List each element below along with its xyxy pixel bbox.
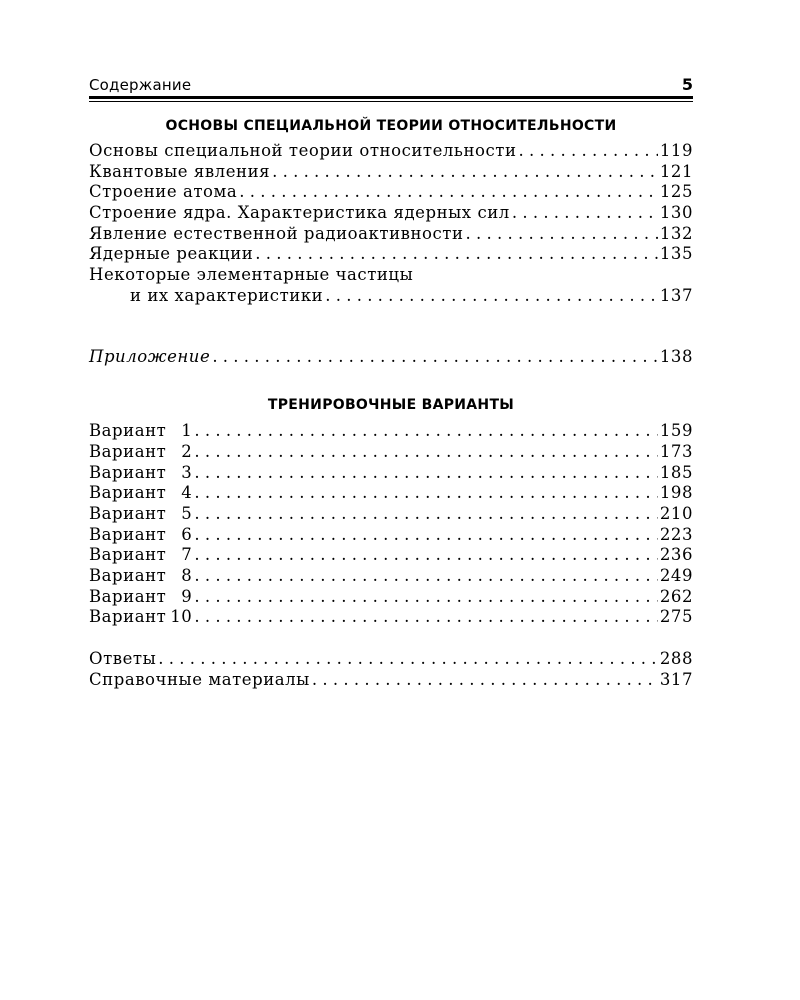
variant-label: Вариант bbox=[89, 545, 167, 565]
dot-leader bbox=[512, 203, 658, 224]
variant-number: 5 bbox=[181, 503, 193, 523]
dot-leader bbox=[194, 525, 658, 546]
toc-entry-title bbox=[89, 442, 192, 463]
toc-entry bbox=[89, 224, 693, 245]
page-number: 5 bbox=[681, 75, 693, 94]
variant-number: 4 bbox=[181, 483, 193, 503]
section-heading-relativity: ОСНОВЫ СПЕЦИАЛЬНОЙ ТЕОРИИ ОТНОСИТЕЛЬНОСТИ bbox=[165, 118, 617, 134]
dot-leader bbox=[194, 545, 658, 566]
toc-entry-variant bbox=[89, 587, 693, 608]
dot-leader bbox=[194, 566, 658, 587]
toc-entry-page: 119 bbox=[659, 141, 693, 160]
variant-label: Вариант bbox=[89, 566, 167, 585]
dot-leader bbox=[194, 421, 658, 442]
toc-entry-title: Справочные материалы bbox=[89, 669, 310, 689]
toc-entry-page: 130 bbox=[659, 203, 693, 223]
toc-entry-page: 236 bbox=[659, 545, 693, 565]
section-heading-variants: ТРЕНИРОВОЧНЫЕ ВАРИАНТЫ bbox=[267, 397, 515, 414]
toc-entry-appendix bbox=[89, 347, 693, 368]
toc-entry-page: 135 bbox=[659, 244, 693, 264]
toc-entry-page: 138 bbox=[659, 346, 693, 366]
toc-entry bbox=[89, 162, 693, 183]
variant-number: 3 bbox=[181, 462, 193, 482]
toc-entry-page: 185 bbox=[659, 462, 693, 482]
variant-number: 10 bbox=[170, 607, 193, 627]
dot-leader bbox=[194, 483, 658, 504]
toc-list-variants bbox=[89, 421, 693, 628]
dot-leader bbox=[239, 182, 658, 203]
toc-page bbox=[89, 72, 693, 690]
toc-entry-page: 173 bbox=[659, 441, 693, 461]
dot-leader bbox=[255, 244, 658, 265]
toc-entry-title: Строение ядра. Характеристика ядерных сил bbox=[89, 203, 510, 223]
toc-entry bbox=[89, 203, 693, 224]
toc-entry-title: Явление естественной радиоактивности bbox=[89, 223, 464, 243]
toc-entry bbox=[89, 141, 693, 162]
toc-entry-page: 317 bbox=[659, 669, 693, 689]
toc-entry-page: 262 bbox=[659, 586, 693, 606]
toc-entry-title bbox=[89, 504, 192, 525]
toc-entry-page: 223 bbox=[659, 524, 693, 544]
toc-entry-variant bbox=[89, 483, 693, 504]
variant-number: 6 bbox=[181, 524, 193, 544]
variant-number: 1 bbox=[181, 421, 193, 441]
toc-list-appendix bbox=[89, 347, 693, 368]
toc-entry-page: 125 bbox=[659, 182, 693, 202]
toc-entry-variant bbox=[89, 442, 693, 463]
toc-entry-title bbox=[89, 483, 192, 504]
toc-entry bbox=[89, 182, 693, 203]
toc-entry-title bbox=[89, 545, 192, 566]
running-title: Содержание bbox=[89, 76, 192, 94]
dot-leader bbox=[272, 162, 658, 183]
variant-number: 9 bbox=[181, 586, 193, 606]
running-head bbox=[89, 72, 693, 94]
toc-entry-title bbox=[89, 587, 192, 608]
toc-entry-page: 288 bbox=[659, 649, 693, 669]
toc-entry-wrapped-line1: Некоторые элементарные частицы bbox=[89, 265, 414, 285]
spacer bbox=[89, 307, 693, 347]
toc-entry-wrapped-line2 bbox=[89, 286, 693, 307]
toc-entry-variant bbox=[89, 463, 693, 484]
dot-leader bbox=[325, 286, 658, 307]
toc-entry-page: 121 bbox=[659, 161, 693, 181]
toc-entry-title: и их характеристики bbox=[130, 285, 324, 305]
toc-list-relativity bbox=[89, 141, 693, 307]
toc-entry-page: 275 bbox=[659, 607, 693, 627]
header-rule-thin bbox=[89, 101, 693, 102]
toc-entry-variant bbox=[89, 421, 693, 442]
dot-leader bbox=[194, 607, 658, 628]
dot-leader bbox=[194, 504, 658, 525]
variant-label: Вариант bbox=[89, 462, 167, 482]
toc-entry-title: Квантовые явления bbox=[89, 161, 271, 181]
toc-entry-title: Приложение bbox=[89, 346, 211, 366]
toc-entry bbox=[89, 670, 693, 691]
toc-entry-title bbox=[89, 607, 192, 628]
dot-leader bbox=[212, 347, 658, 368]
variant-label: Вариант bbox=[89, 483, 167, 503]
toc-entry-page: 210 bbox=[659, 503, 693, 523]
toc-entry-variant bbox=[89, 607, 693, 628]
toc-entry-page: 159 bbox=[659, 421, 693, 441]
variant-number: 8 bbox=[181, 566, 193, 585]
dot-leader bbox=[466, 224, 658, 245]
dot-leader bbox=[194, 442, 658, 463]
variant-number: 7 bbox=[181, 545, 193, 565]
toc-entry-page: 249 bbox=[659, 566, 693, 585]
variant-label: Вариант bbox=[89, 524, 167, 544]
variant-label: Вариант bbox=[89, 441, 167, 461]
dot-leader bbox=[519, 141, 658, 162]
toc-entry-page: 132 bbox=[659, 223, 693, 243]
variant-label: Вариант bbox=[89, 607, 167, 627]
spacer bbox=[89, 628, 693, 649]
toc-entry-title: Ответы bbox=[89, 649, 157, 669]
toc-list-closing bbox=[89, 649, 693, 690]
toc-entry-title bbox=[89, 421, 192, 442]
variant-label: Вариант bbox=[89, 586, 167, 606]
toc-entry-title: Основы специальной теории относительности bbox=[89, 141, 517, 160]
toc-entry-variant bbox=[89, 545, 693, 566]
variant-label: Вариант bbox=[89, 421, 167, 441]
dot-leader bbox=[158, 649, 658, 670]
toc-entry-variant bbox=[89, 525, 693, 546]
toc-entry-page: 137 bbox=[659, 285, 693, 305]
toc-entry bbox=[89, 649, 693, 670]
toc-entry-title bbox=[89, 566, 192, 587]
toc-entry-title bbox=[89, 463, 192, 484]
toc-entry-page: 198 bbox=[659, 483, 693, 503]
variant-label: Вариант bbox=[89, 503, 167, 523]
toc-entry bbox=[89, 244, 693, 265]
header-rule-thick bbox=[89, 96, 693, 99]
toc-entry-variant bbox=[89, 566, 693, 587]
toc-entry-title: Ядерные реакции bbox=[89, 244, 254, 264]
toc-entry-variant bbox=[89, 504, 693, 525]
dot-leader bbox=[312, 670, 658, 691]
dot-leader bbox=[194, 463, 658, 484]
toc-entry-title bbox=[89, 525, 192, 546]
variant-number: 2 bbox=[181, 441, 193, 461]
dot-leader bbox=[194, 587, 658, 608]
toc-entry-title: Строение атома bbox=[89, 182, 238, 202]
